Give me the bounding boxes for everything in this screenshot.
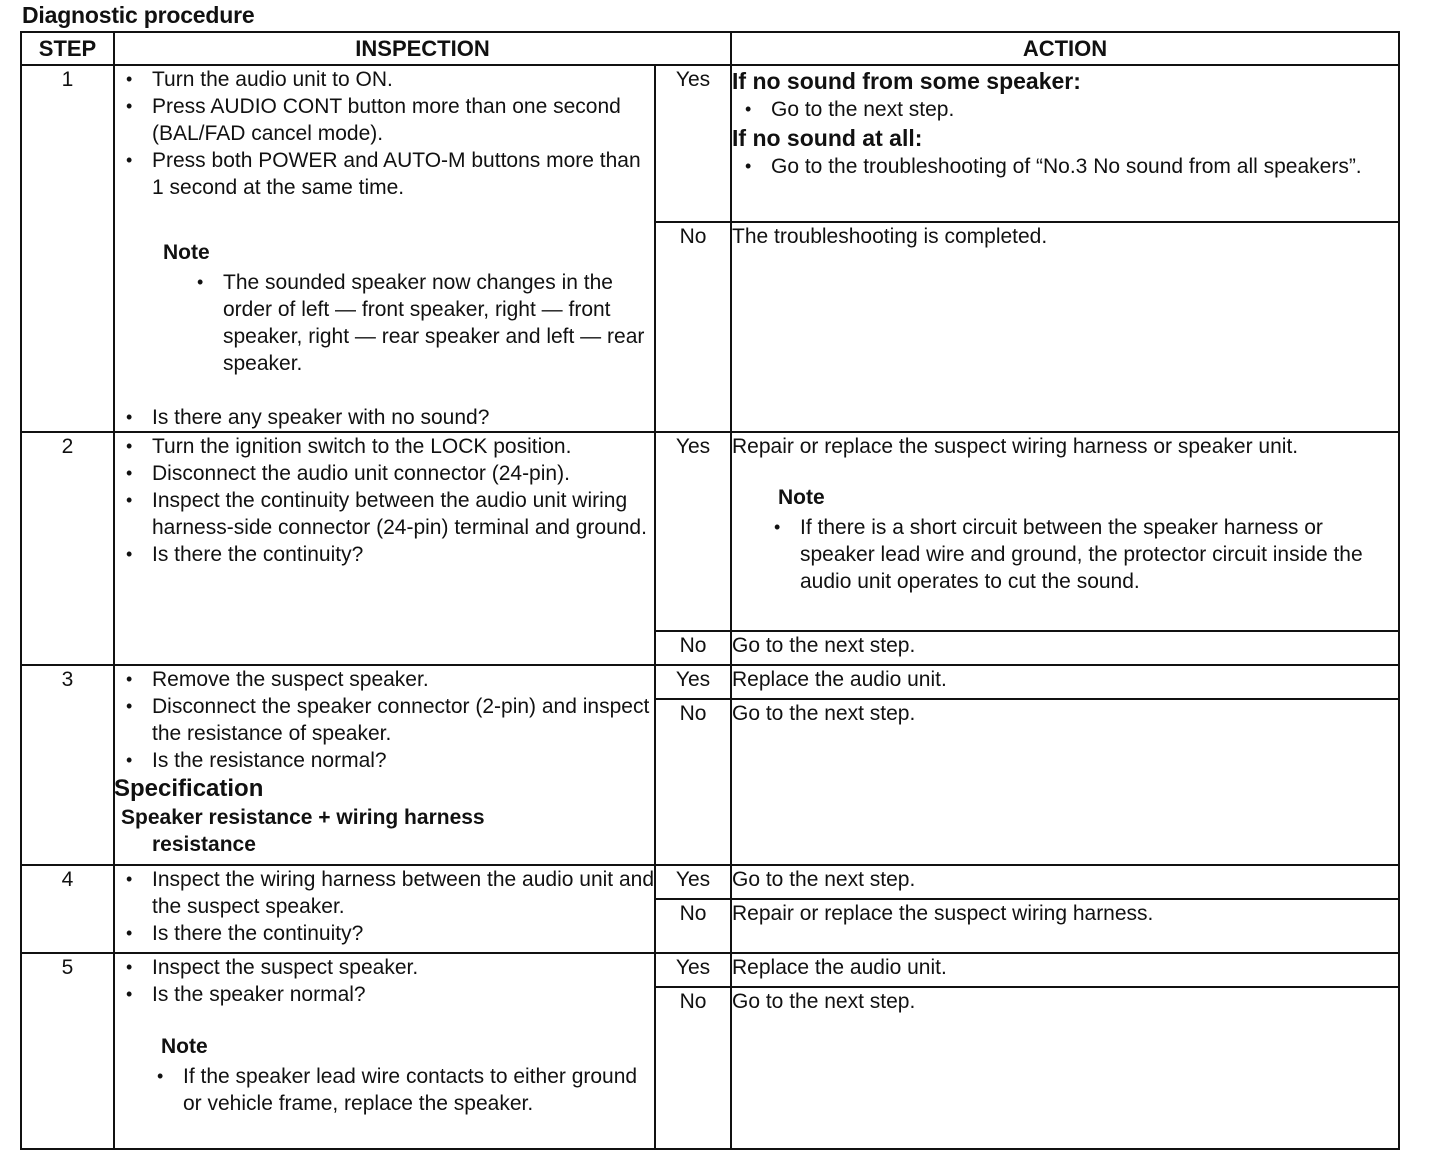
step-5-no-action: Go to the next step. (731, 987, 1399, 1149)
step-number: 3 (21, 665, 114, 865)
list-item: • Disconnect the audio unit connector (24-pin). (152, 460, 654, 487)
action-text: Repair or replace the suspect wiring harness or speaker unit. (732, 435, 1299, 458)
list-item: • Go to the next step. (771, 96, 1398, 123)
no-label: No (655, 987, 731, 1149)
step-1-no-action: The troubleshooting is completed. (731, 222, 1399, 432)
spec-title: Specification (114, 775, 264, 802)
step-1-yes-row (21, 65, 1399, 222)
list-item: • Turn the audio unit to ON. (152, 66, 654, 93)
list-item: • Inspect the suspect speaker. (152, 954, 654, 981)
step-1-yes-action (731, 65, 1399, 222)
spec-line: resistance (152, 833, 256, 856)
step-2-yes-row (21, 432, 1399, 631)
step-number: 1 (21, 65, 114, 432)
step-2-no-action: Go to the next step. (731, 631, 1399, 665)
yes-label: Yes (655, 65, 731, 222)
step-3-yes-action: Replace the audio unit. (731, 665, 1399, 699)
step-1-inspection (114, 65, 655, 432)
no-label: No (655, 699, 731, 865)
action-heading: If no sound from some speaker: (732, 68, 1081, 94)
yes-label: Yes (655, 665, 731, 699)
header-action: ACTION (731, 32, 1399, 65)
inspection-list (115, 666, 654, 774)
note-title: Note (163, 241, 210, 264)
step-5-yes-row (21, 953, 1399, 987)
note-list (163, 269, 654, 377)
note-list (161, 1063, 654, 1117)
spec-line: Speaker resistance + wiring harness (121, 806, 485, 829)
inspection-list (115, 866, 654, 947)
no-label: No (655, 222, 731, 432)
step-4-no-action: Repair or replace the suspect wiring harness. (731, 899, 1399, 953)
note-block (115, 239, 654, 377)
list-item: • Is there the continuity? (152, 920, 654, 947)
list-item: • Is the speaker normal? (152, 981, 654, 1008)
step-4-yes-action: Go to the next step. (731, 865, 1399, 899)
action-list (732, 153, 1398, 180)
yes-label: Yes (655, 865, 731, 899)
step-number: 2 (21, 432, 114, 665)
note-block (115, 1033, 654, 1117)
note-title: Note (161, 1035, 208, 1058)
page-title: Diagnostic procedure (22, 2, 255, 28)
step-5-yes-action: Replace the audio unit. (731, 953, 1399, 987)
yes-label: Yes (655, 953, 731, 987)
action-heading: If no sound at all: (732, 125, 923, 151)
step-3-no-action: Go to the next step. (731, 699, 1399, 865)
list-item: • Press AUDIO CONT button more than one second (BAL/FAD cancel mode). (152, 93, 654, 147)
step-4-inspection (114, 865, 655, 953)
diagnostic-table (20, 31, 1400, 1150)
list-item: • Go to the troubleshooting of “No.3 No sound from all speakers”. (771, 153, 1398, 180)
list-item: • Is there the continuity? (152, 541, 654, 568)
header-row (21, 32, 1399, 65)
note-item: • If there is a short circuit between the speaker harness or speaker lead wire and ground, the protector circuit inside the audio unit operates to cut the sound. (800, 514, 1398, 595)
step-5-inspection (114, 953, 655, 1149)
list-item: • Turn the ignition switch to the LOCK position. (152, 433, 654, 460)
note-item: • If the speaker lead wire contacts to either ground or vehicle frame, replace the speaker. (183, 1063, 654, 1117)
step-number: 5 (21, 953, 114, 1149)
header-inspection: INSPECTION (114, 32, 731, 65)
step-3-yes-row (21, 665, 1399, 699)
no-label: No (655, 899, 731, 953)
list-item: • Inspect the continuity between the audio unit wiring harness-side connector (24-pin) terminal and ground. (152, 487, 654, 541)
list-item: • Is the resistance normal? (152, 747, 654, 774)
inspection-list (115, 954, 654, 1008)
inspection-list (115, 66, 654, 201)
list-item: • Is there any speaker with no sound? (152, 404, 654, 431)
list-item: • Press both POWER and AUTO-M buttons more than 1 second at the same time. (152, 147, 654, 201)
note-list (778, 514, 1398, 595)
list-item: • Disconnect the speaker connector (2-pin) and inspect the resistance of speaker. (152, 693, 654, 747)
no-label: No (655, 631, 731, 665)
step-4-yes-row (21, 865, 1399, 899)
note-title: Note (778, 486, 825, 509)
step-3-inspection (114, 665, 655, 865)
step-2-yes-action (731, 432, 1399, 631)
step-number: 4 (21, 865, 114, 953)
inspection-list (115, 433, 654, 568)
action-list (732, 96, 1398, 123)
note-item: • The sounded speaker now changes in the order of left — front speaker, right — front speaker, right — rear speaker and left — rear speaker. (223, 269, 654, 377)
header-step: STEP (21, 32, 114, 65)
yes-label: Yes (655, 432, 731, 631)
spec-value (115, 804, 654, 858)
note-block (732, 484, 1398, 595)
list-item: • Inspect the wiring harness between the audio unit and the suspect speaker. (152, 866, 654, 920)
step-2-inspection (114, 432, 655, 665)
list-item: • Remove the suspect speaker. (152, 666, 654, 693)
inspection-question (115, 404, 654, 431)
